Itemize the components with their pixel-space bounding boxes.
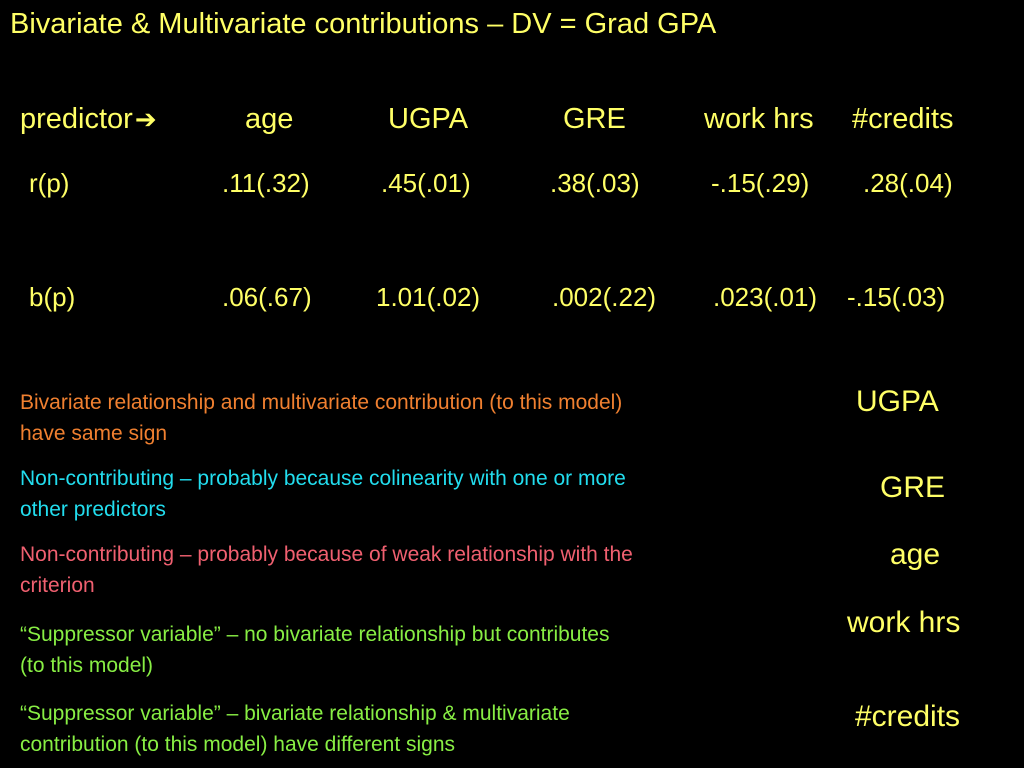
legend-line: other predictors [20, 498, 166, 521]
legend-description-suppressor-no-bivariate [20, 619, 800, 681]
legend-line: “Suppressor variable” – no bivariate relationship but contributes [20, 623, 610, 646]
column-header-work-hrs: work hrs [704, 103, 814, 135]
legend-line: have same sign [20, 422, 168, 445]
table-cell: .38(.03) [550, 168, 640, 198]
legend-line: Bivariate relationship and multivariate contribution (to this model) [20, 391, 623, 414]
legend-variable-credits: #credits [855, 700, 961, 733]
legend-description-suppressor-different-signs [20, 698, 800, 760]
legend-variable-gre: GRE [880, 471, 946, 504]
table-cell: -.15(.29) [711, 168, 810, 198]
legend-variable-age: age [890, 538, 941, 571]
row-label-b: b(p) [29, 282, 76, 312]
table-cell: .45(.01) [381, 168, 471, 198]
table-cell: .06(.67) [222, 282, 312, 312]
column-header-age: age [245, 103, 294, 135]
table-cell: .002(.22) [552, 282, 657, 312]
legend-variable-work-hrs: work hrs [847, 606, 961, 639]
right-arrow-icon: ➔ [134, 104, 157, 134]
legend-line: criterion [20, 574, 95, 597]
slide-title: Bivariate & Multivariate contributions – DV = Grad GPA [10, 8, 717, 40]
legend-variable-ugpa: UGPA [856, 385, 939, 418]
table-cell: .28(.04) [863, 168, 953, 198]
legend-line: (to this model) [20, 654, 154, 677]
legend-line: “Suppressor variable” – bivariate relationship & multivariate [20, 702, 570, 725]
row-label-r: r(p) [29, 168, 70, 198]
legend-line: contribution (to this model) have different signs [20, 733, 456, 756]
column-header-gre: GRE [563, 103, 626, 135]
legend-line: Non-contributing – probably because colinearity with one or more [20, 467, 626, 490]
legend-line: Non-contributing – probably because of weak relationship with the [20, 543, 633, 566]
legend-description-weak-relationship [20, 539, 800, 601]
table-cell: -.15(.03) [847, 282, 946, 312]
predictor-header [20, 103, 157, 136]
table-cell: 1.01(.02) [376, 282, 481, 312]
column-header-credits: #credits [852, 103, 954, 135]
legend-description-colinearity [20, 463, 800, 525]
table-cell: .023(.01) [713, 282, 818, 312]
legend-description-same-sign [20, 387, 800, 449]
predictor-label: predictor [20, 103, 133, 135]
column-header-ugpa: UGPA [388, 103, 469, 135]
table-cell: .11(.32) [222, 168, 310, 198]
